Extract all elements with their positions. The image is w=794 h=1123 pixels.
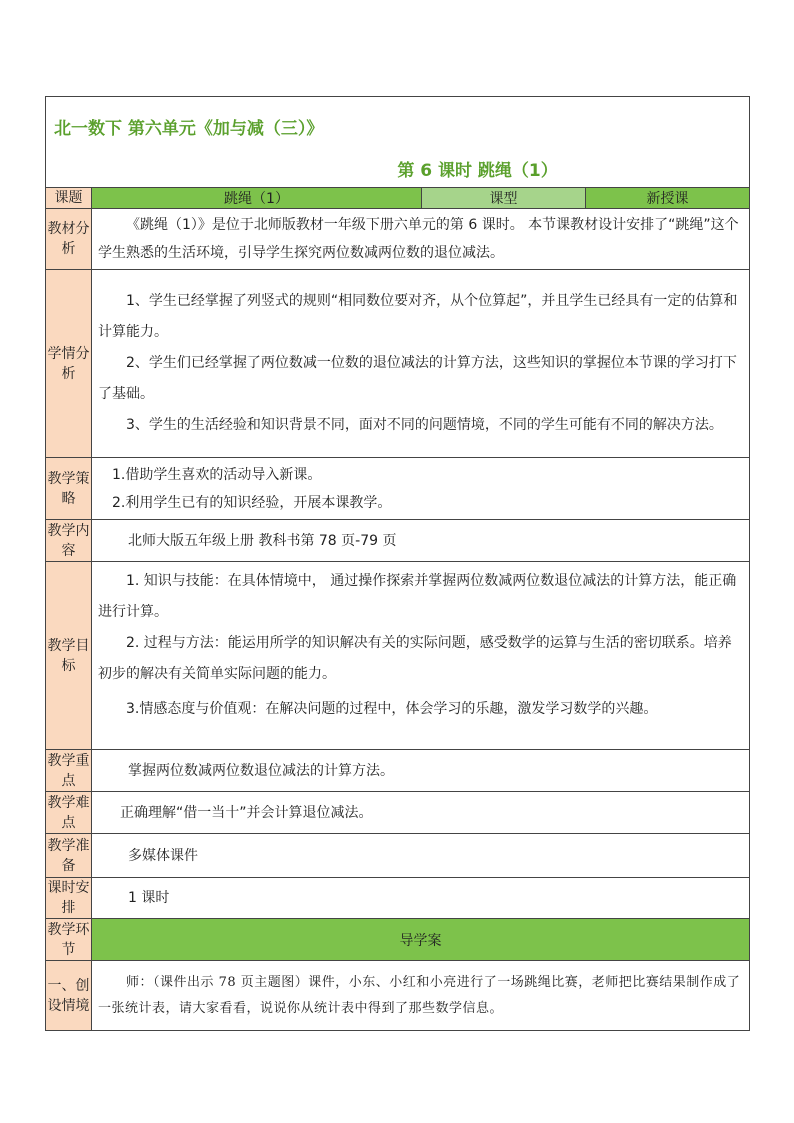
content-label: 教学内容 xyxy=(46,520,92,562)
student-analysis-text xyxy=(92,270,750,458)
process-label: 教学环节 xyxy=(46,919,92,961)
strategy-text xyxy=(92,458,750,520)
strategy-item: 1.借助学生喜欢的活动导入新课。 xyxy=(112,466,322,483)
section-one-text: 师：（课件出示 78 页主题图）课件，小东、小红和小亮进行了一场跳绳比赛，老师把比赛结果制作成了一张统计表，请大家看看，说说你从统计表中得到了那些数学信息。 xyxy=(92,961,750,1031)
lesson-title: 第 6 课时 跳绳（1） xyxy=(46,149,750,188)
student-analysis-item: 1、学生已经掌握了列竖式的规则“相同数位要对齐，从个位算起”，并且学生已经具有一定的估算和计算能力。 xyxy=(98,293,738,340)
difficulty-label: 教学难点 xyxy=(46,792,92,834)
schedule-text: 1 课时 xyxy=(92,878,750,919)
key-point-text: 掌握两位数减两位数退位减法的计算方法。 xyxy=(92,750,750,792)
series-title: 北一数下 第六单元《加与减（三）》 xyxy=(46,97,750,150)
textbook-analysis-label: 教材分析 xyxy=(46,209,92,270)
textbook-analysis-text: 《跳绳（1）》是位于北师版教材一年级下册六单元的第 6 课时。 本节课教材设计安排了“跳绳”这个学生熟悉的生活环境，引导学生探究两位数减两位数的退位减法。 xyxy=(92,209,750,270)
student-analysis-label: 学情分析 xyxy=(46,270,92,458)
preparation-label: 教学准备 xyxy=(46,834,92,878)
strategy-label: 教学策略 xyxy=(46,458,92,520)
section-one-label: 一、创设情境 xyxy=(46,961,92,1031)
content-text: 北师大版五年级上册 教科书第 78 页-79 页 xyxy=(92,520,750,562)
strategy-item: 2.利用学生已有的知识经验，开展本课教学。 xyxy=(112,494,392,511)
key-point-label: 教学重点 xyxy=(46,750,92,792)
lesson-plan-document xyxy=(45,96,749,1031)
process-header: 导学案 xyxy=(92,919,750,961)
schedule-label: 课时安排 xyxy=(46,878,92,919)
lesson-type-label: 课型 xyxy=(422,188,586,209)
goal-item: 3.情感态度与价值观：在解决问题的过程中，体会学习的乐趣，激发学习数学的兴趣。 xyxy=(126,701,658,717)
lesson-type-value: 新授课 xyxy=(586,188,750,209)
student-analysis-item: 3、学生的生活经验和知识背景不同，面对不同的问题情境，不同的学生可能有不同的解决方法。 xyxy=(126,417,723,433)
topic-value: 跳绳（1） xyxy=(92,188,422,209)
preparation-text: 多媒体课件 xyxy=(92,834,750,878)
goal-item: 1. 知识与技能：在具体情境中， 通过操作探索并掌握两位数减两位数退位减法的计算方法，能正确进行计算。 xyxy=(98,573,737,620)
student-analysis-item: 2、学生们已经掌握了两位数减一位数的退位减法的计算方法，这些知识的掌握位本节课的学习打下了基础。 xyxy=(98,355,737,402)
topic-label: 课题 xyxy=(46,188,92,209)
lesson-plan-table xyxy=(45,96,750,1031)
goals-label: 教学目标 xyxy=(46,562,92,750)
goals-text xyxy=(92,562,750,750)
difficulty-text: 正确理解“借一当十”并会计算退位减法。 xyxy=(92,792,750,834)
goal-item: 2. 过程与方法：能运用所学的知识解决有关的实际问题，感受数学的运算与生活的密切联系。培养初步的解决有关简单实际问题的能力。 xyxy=(98,635,732,682)
